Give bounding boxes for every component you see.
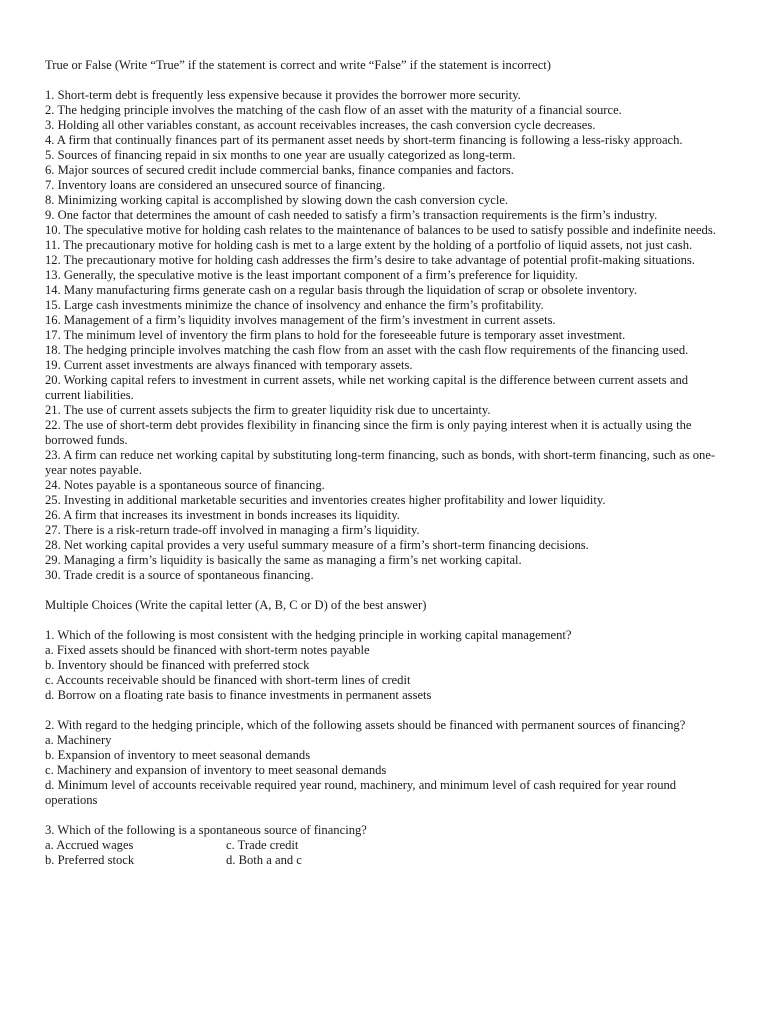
true-false-heading: True or False (Write “True” if the statement is correct and write “False” if the statement is incorrect) [45, 58, 551, 72]
multiple-choice-heading: Multiple Choices (Write the capital letter (A, B, C or D) of the best answer) [45, 598, 427, 612]
tf-item-6: 6. Major sources of secured credit include commercial banks, finance companies and factors. [45, 163, 514, 177]
mc-question-2 [45, 718, 725, 808]
tf-item-20: 20. Working capital refers to investment in current assets, while net working capital is the difference between current assets and current liabilities. [45, 373, 689, 402]
tf-item-13: 13. Generally, the speculative motive is the least important component of a firm’s preference for liquidity. [45, 268, 578, 282]
mc-option-b: b. Preferred stock [45, 853, 135, 867]
tf-item-11: 11. The precautionary motive for holding cash is met to a large extent by the holding of a portfolio of liquid assets, not just cash. [45, 238, 693, 252]
tf-item-2: 2. The hedging principle involves the matching of the cash flow of an asset with the maturity of a financial source. [45, 103, 622, 117]
mc-option-d: d. Minimum level of accounts receivable required year round, machinery, and minimum level of cash required for year round operations [45, 778, 677, 807]
mc-question-text: 2. With regard to the hedging principle, which of the following assets should be financed with permanent sources of financing? [45, 718, 686, 732]
mc-option-b: b. Inventory should be financed with preferred stock [45, 658, 310, 672]
tf-item-12: 12. The precautionary motive for holding cash addresses the firm’s desire to take advantage of potential profit-making situations. [45, 253, 695, 267]
tf-item-16: 16. Management of a firm’s liquidity involves management of the firm’s investment in current assets. [45, 313, 556, 327]
mc-option-d: d. Both a and c [226, 853, 302, 867]
mc-question-1 [45, 628, 725, 703]
tf-item-15: 15. Large cash investments minimize the chance of insolvency and enhance the firm’s profitability. [45, 298, 544, 312]
tf-item-10: 10. The speculative motive for holding cash relates to the maintenance of balances to be used to satisfy possible and indefinite needs. [45, 223, 716, 237]
mc-option-a: a. Accrued wages [45, 838, 134, 852]
mc-option-a: a. Machinery [45, 733, 112, 747]
mc-question-text: 1. Which of the following is most consistent with the hedging principle in working capital management? [45, 628, 572, 642]
mc-question-3 [45, 823, 725, 868]
tf-item-7: 7. Inventory loans are considered an unsecured source of financing. [45, 178, 386, 192]
mc-option-d: d. Borrow on a floating rate basis to finance investments in permanent assets [45, 688, 432, 702]
tf-item-8: 8. Minimizing working capital is accomplished by slowing down the cash conversion cycle. [45, 193, 509, 207]
true-false-list [45, 88, 725, 583]
mc-question-text: 3. Which of the following is a spontaneous source of financing? [45, 823, 367, 837]
tf-item-24: 24. Notes payable is a spontaneous source of financing. [45, 478, 325, 492]
tf-item-3: 3. Holding all other variables constant, as account receivables increases, the cash conversion cycle decreases. [45, 118, 596, 132]
tf-item-18: 18. The hedging principle involves matching the cash flow from an asset with the cash flow requirements of the financing used. [45, 343, 689, 357]
tf-item-5: 5. Sources of financing repaid in six months to one year are usually categorized as long-term. [45, 148, 516, 162]
mc-option-a: a. Fixed assets should be financed with short-term notes payable [45, 643, 370, 657]
tf-item-1: 1. Short-term debt is frequently less expensive because it provides the borrower more security. [45, 88, 521, 102]
tf-item-29: 29. Managing a firm’s liquidity is basically the same as managing a firm’s net working capital. [45, 553, 522, 567]
tf-item-17: 17. The minimum level of inventory the firm plans to hold for the foreseeable future is temporary asset investment. [45, 328, 626, 342]
mc-options-grid [45, 838, 725, 868]
tf-item-21: 21. The use of current assets subjects the firm to greater liquidity risk due to uncertainty. [45, 403, 491, 417]
tf-item-9: 9. One factor that determines the amount of cash needed to satisfy a firm’s transaction requirements is the firm’s industry. [45, 208, 658, 222]
tf-item-14: 14. Many manufacturing firms generate cash on a regular basis through the liquidation of scrap or obsolete inventory. [45, 283, 637, 297]
tf-item-30: 30. Trade credit is a source of spontaneous financing. [45, 568, 314, 582]
mc-option-c: c. Accounts receivable should be financed with short-term lines of credit [45, 673, 411, 687]
mc-option-c: c. Trade credit [226, 838, 299, 852]
tf-item-22: 22. The use of short-term debt provides flexibility in financing since the firm is only paying interest when it is actually using the borrowed funds. [45, 418, 692, 447]
tf-item-23: 23. A firm can reduce net working capital by substituting long-term financing, such as bonds, with short-term financing, such as one-year notes payable. [45, 448, 716, 477]
tf-item-27: 27. There is a risk-return trade-off involved in managing a firm’s liquidity. [45, 523, 420, 537]
worksheet-page [45, 58, 725, 883]
tf-item-28: 28. Net working capital provides a very useful summary measure of a firm’s short-term financing decisions. [45, 538, 589, 552]
mc-option-b: b. Expansion of inventory to meet seasonal demands [45, 748, 311, 762]
mc-option-c: c. Machinery and expansion of inventory to meet seasonal demands [45, 763, 387, 777]
tf-item-25: 25. Investing in additional marketable securities and inventories creates higher profitability and lower liquidity. [45, 493, 606, 507]
multiple-choice-list [45, 628, 725, 868]
tf-item-4: 4. A firm that continually finances part of its permanent asset needs by short-term financing is following a less-risky approach. [45, 133, 683, 147]
tf-item-19: 19. Current asset investments are always financed with temporary assets. [45, 358, 413, 372]
tf-item-26: 26. A firm that increases its investment in bonds increases its liquidity. [45, 508, 400, 522]
